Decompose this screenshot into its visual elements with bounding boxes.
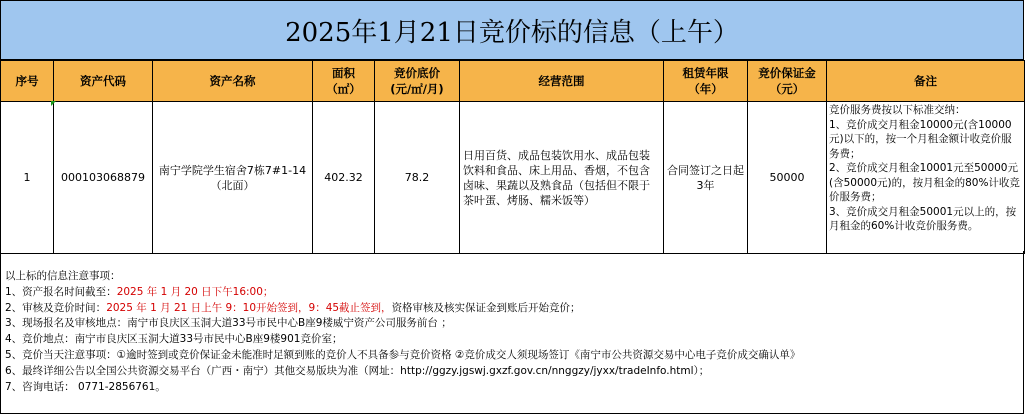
listing-table xyxy=(0,60,1025,254)
note-line-7: 7、咨询电话： 0771-2856761。 xyxy=(5,380,166,393)
remark-line: 2、竞价成交月租金10001元至50000元(含50000元)的，按月租金的80%计收竞价服务费； xyxy=(829,162,1020,203)
note-line-1: 1、资产报名时间截至：2025 年 1 月 20 日下午16:00； xyxy=(5,285,274,298)
remark-line: 竞价服务费按以下标准交纳： xyxy=(829,104,966,116)
header-price: 竞价底价 (元/㎡/月) xyxy=(375,61,460,102)
remark-line: 1、竞价成交月租金10000元(含10000元)以下的，按一个月租金额计收竞价服务费； xyxy=(829,118,1012,160)
note-line-3: 3、现场报名及审核地点：南宁市良庆区玉洞大道33号市民中心B座9楼威宁资产公司服务前台 ； xyxy=(5,317,452,330)
notes-heading: 以上标的信息注意事项： xyxy=(5,270,121,282)
table-row xyxy=(1,102,1025,254)
note-line-6: 6、最终详细公告以全国公共资源交易平台（广西・南宁）其他交易版块为准（网址：http://ggzy.jgswj.gxzf.gov.cn/nnggzy/jyxx/tradeInfo.html）； xyxy=(5,364,710,377)
header-deposit: 竞价保证金 （元） xyxy=(748,61,827,102)
cell-term[interactable]: 合同签订之日起3年 xyxy=(664,102,748,254)
remark-line: 3、竞价成交月租金50001元以上的，按月租金的60%计收竞价服务费。 xyxy=(829,205,1017,232)
note-line-2: 2、审核及竞价时间：2025 年 1 月 21 日上午 9：10开始签到，9：45截止签到，资格审核及核实保证金到账后开始竞价； xyxy=(5,301,581,314)
header-seq: 序号 xyxy=(1,61,54,102)
cell-price[interactable]: 78.2 xyxy=(375,102,460,254)
cell-seq[interactable]: 1 xyxy=(1,102,54,254)
cell-code[interactable]: 000103068879 xyxy=(54,102,153,254)
cell-area[interactable]: 402.32 xyxy=(313,102,375,254)
deadline-text: 2025 年 1 月 20 日下午16:00； xyxy=(116,285,274,298)
header-code: 资产代码 xyxy=(54,61,153,102)
header-name: 资产名称 xyxy=(153,61,313,102)
note-line-4: 4、竞价地点：南宁市良庆区玉洞大道33号市民中心B座9楼901竞价室； xyxy=(5,333,343,346)
cell-deposit[interactable]: 50000 xyxy=(748,102,827,254)
notes-section[interactable] xyxy=(0,251,1024,414)
header-term: 租赁年限 （年） xyxy=(664,61,748,102)
cell-comment-indicator xyxy=(51,101,56,106)
cell-remark[interactable] xyxy=(827,102,1025,254)
header-scope: 经营范围 xyxy=(460,61,664,102)
sheet-title: 2025年1月21日竞价标的信息（上午） xyxy=(0,0,1024,60)
cell-scope[interactable]: 日用百货、成品包装饮用水、成品包装饮料和食品、床上用品、香烟，不包含卤味、果蔬以及熟食品（包括但不限于茶叶蛋、烤肠、糯米饭等） xyxy=(460,102,664,254)
note-line-5: 5、竞价当天注意事项：①逾时签到或竞价保证金未能准时足额到账的竞价人不具备参与竞价资格 ②竞价成交人须现场签订《南宁市公共资源交易中心电子竞价成交确认单》 xyxy=(5,348,801,361)
header-remark: 备注 xyxy=(827,61,1025,102)
table-header-row xyxy=(1,61,1025,102)
cell-name[interactable]: 南宁学院学生宿舍7栋7#1-14（北面） xyxy=(153,102,313,254)
header-area: 面积 （㎡） xyxy=(313,61,375,102)
auction-time-text: 2025 年 1 月 21 日上午 9：10开始签到，9：45截止签到， xyxy=(106,301,392,314)
